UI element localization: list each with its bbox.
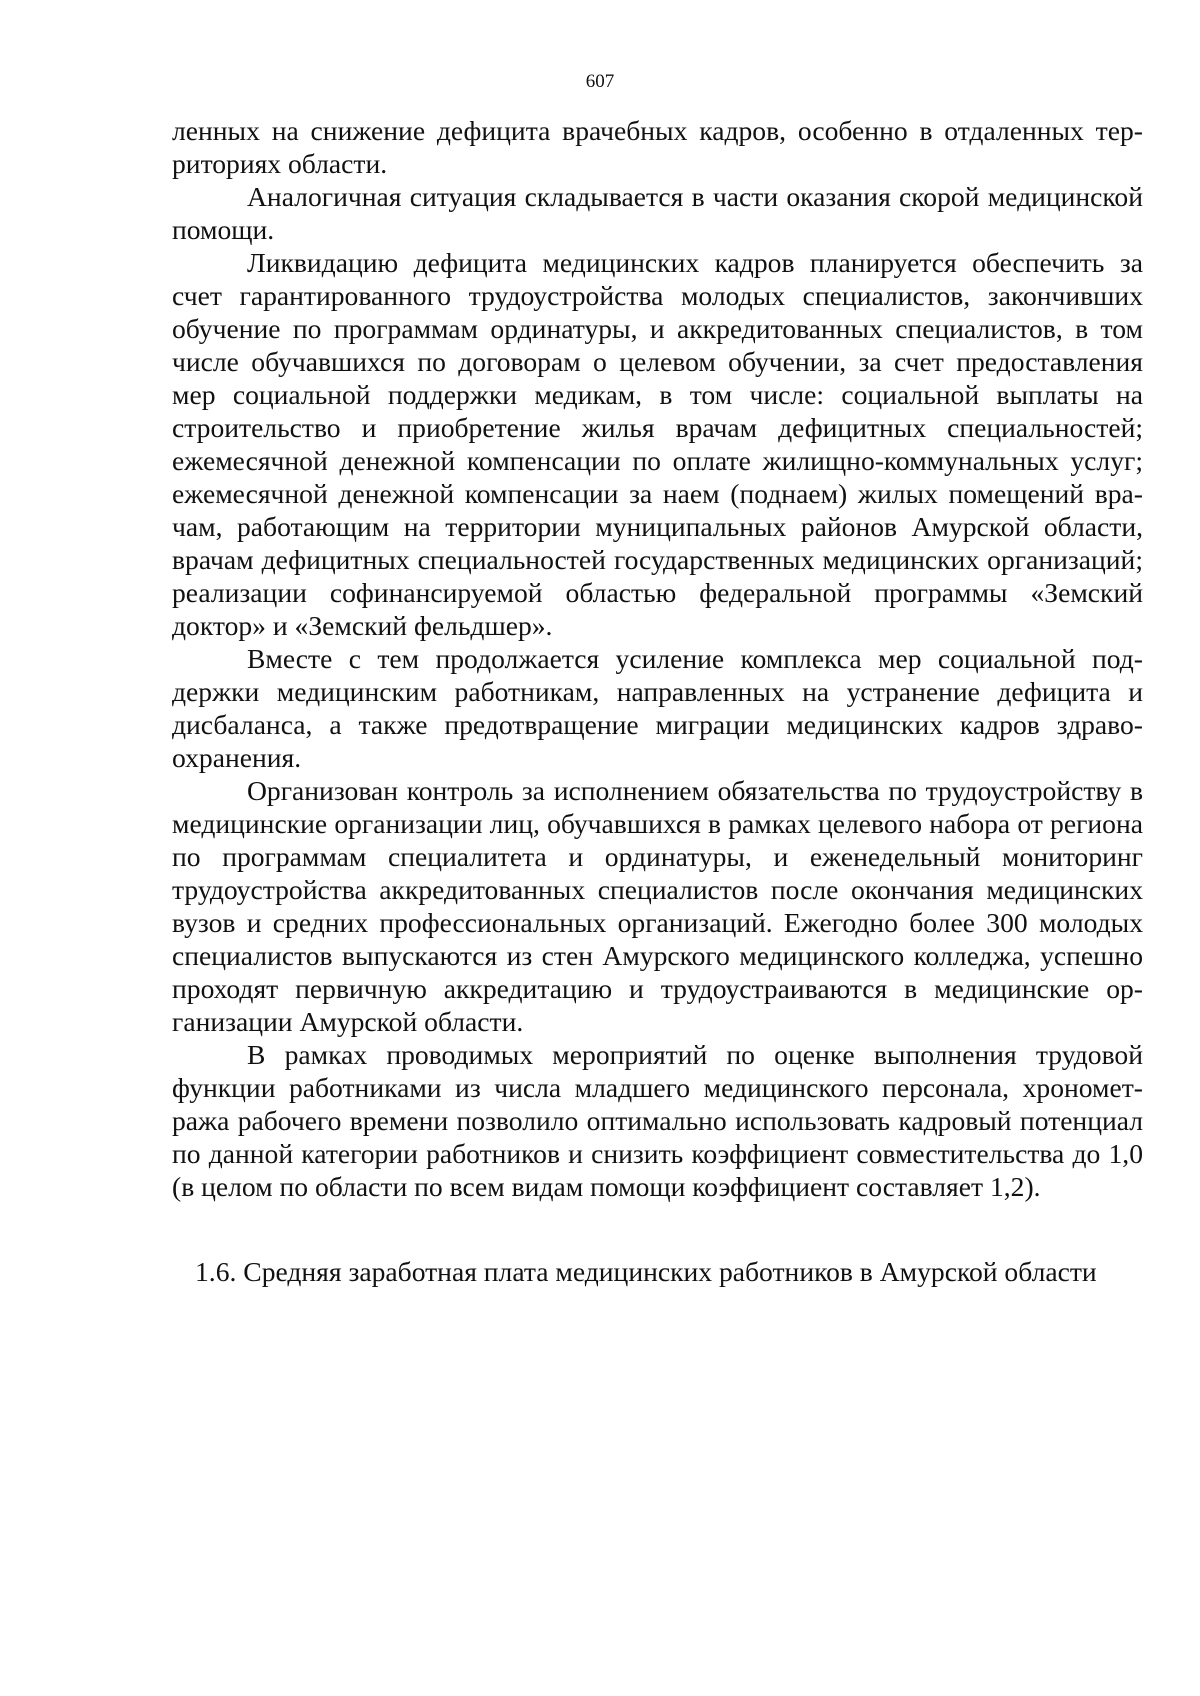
paragraph-social-support: Вместе с тем продолжается усиление комплекса мер социальной поддержки медицинским работникам, направленных на устранение дефицита и дисбаланса, а также предотвращение миграции медицинских кадров здравоохранения. xyxy=(172,643,1143,773)
paragraph-employment-control: Организован контроль за исполнением обязательства по трудоустройству в медицинские организации лиц, обучавшихся в рамках целевого набора от региона по программам специалитета и ординатуры, и еженедельный мониторинг трудоустройства аккредитованных специалистов после окончания медицинских вузов и средних профессиональных организаций. Ежегодно более 300 молодых специалистов выпускаются из стен Амурского медицинского колледжа, успешно проходят первичную аккредитацию и трудоустраиваются в медицинские организации Амурской области. xyxy=(172,775,1143,1037)
paragraph-emergency-care: Аналогичная ситуация складывается в части оказания скорой медицинской помощи. xyxy=(172,181,1143,245)
section-heading: 1.6. Средняя заработная плата медицинских работников в Амурской области xyxy=(195,1256,1097,1287)
paragraph-staff-shortage: Ликвидацию дефицита медицинских кадров планируется обеспечить за счет гарантированного трудоустройства молодых специалистов, закончивших обучение по программам ординатуры, и аккредитованных специалистов, в том числе обучавшихся по договорам о целевом обучении, за счет предоставления мер социальной поддержки медикам, в том числе: социальной выплаты на строительство и приобретение жилья врачам дефицитных специальностей; ежемесячной денежной компенсации по оплате жилищно-коммунальных услуг; ежемесячной денежной компенсации за наем (поднаем) жилых помещений врачам, работающим на территории муниципальных районов Амурской области, врачам дефицитных специальностей государственных медицинских организаций; реализации софинансируемой областью федеральной программы «Земский доктор» и «Земский фельдшер». xyxy=(172,247,1143,641)
page-number: 607 xyxy=(585,71,615,92)
body-text xyxy=(172,114,1143,1203)
paragraph-time-study: В рамках проводимых мероприятий по оценке выполнения трудовой функции работниками из числа младшего медицинского персонала, хронометража рабочего времени позволило оптимально использовать кадровый потенциал по данной категории работников и снизить коэффициент совместительства до 1,0 (в целом по области по всем видам помощи коэффициент составляет 1,2). xyxy=(172,1039,1143,1202)
paragraph-continuation: ленных на снижение дефицита врачебных кадров, особенно в отдаленных территориях области. xyxy=(172,115,1143,179)
